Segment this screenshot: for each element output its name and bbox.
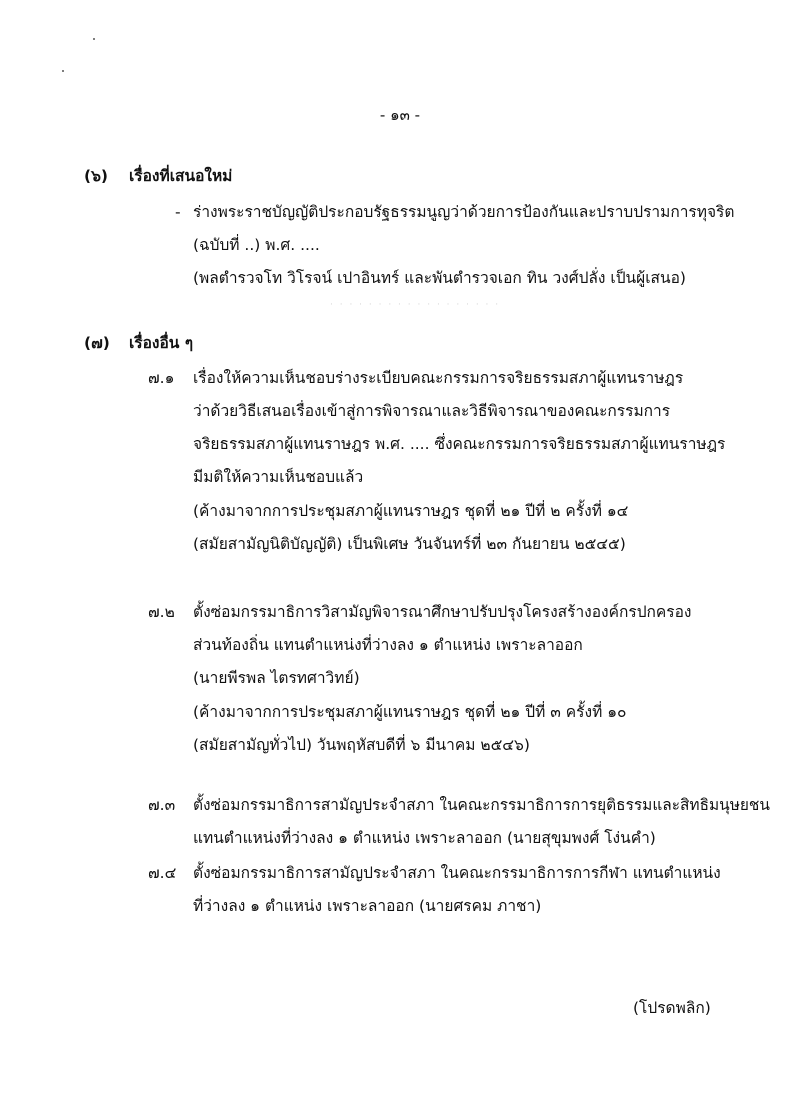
section6-bullet: - [175, 203, 181, 221]
item-number: ๗.๔ [148, 864, 177, 882]
item-number: ๗.๓ [148, 796, 176, 814]
item-line: มีมติให้ความเห็นชอบแล้ว [193, 468, 364, 486]
section6-item-line: ร่างพระราชบัญญัติประกอบรัฐธรรมนูญว่าด้วยการป้องกันและปราบปรามการทุจริต [193, 203, 735, 221]
item-number: ๗.๑ [148, 369, 175, 387]
item-number: ๗.๒ [148, 603, 175, 621]
section7-heading: เรื่องอื่น ๆ [129, 334, 194, 352]
item-line: ตั้งซ่อมกรรมาธิการวิสามัญพิจารณาศึกษาปรับปรุงโครงสร้างองค์กรปกครอง [193, 603, 692, 621]
scan-noise: · · · · · · · · · · · · · · · · · · [330, 300, 501, 310]
section6-heading: เรื่องที่เสนอใหม่ [129, 167, 233, 185]
please-turn-over-note: (โปรดพลิก) [633, 999, 711, 1017]
item-line: (ค้างมาจากการประชุมสภาผู้แทนราษฎร ชุดที่ ๒๑ ปีที่ ๓ ครั้งที่ ๑๐ [193, 703, 627, 721]
section6-number: (๖) [84, 167, 109, 185]
item-line: จริยธรรมสภาผู้แทนราษฎร พ.ศ. .... ซึ่งคณะกรรมการจริยธรรมสภาผู้แทนราษฎร [193, 435, 726, 453]
item-line: ที่ว่างลง ๑ ตำแหน่ง เพราะลาออก (นายศรคม ภาชา) [193, 897, 542, 915]
item-line: (สมัยสามัญทั่วไป) วันพฤหัสบดีที่ ๖ มีนาคม ๒๕๔๖) [193, 736, 530, 754]
section7-number: (๗) [84, 334, 110, 352]
item-line: แทนตำแหน่งที่ว่างลง ๑ ตำแหน่ง เพราะลาออก (นายสุขุมพงศ์ โง่นคำ) [193, 829, 656, 847]
item-line: ตั้งซ่อมกรรมาธิการสามัญประจำสภา ในคณะกรรมาธิการการยุติธรรมและสิทธิมนุษยชน [193, 796, 770, 814]
item-line: ตั้งซ่อมกรรมาธิการสามัญประจำสภา ในคณะกรรมาธิการการกีฬา แทนตำแหน่ง [193, 864, 721, 882]
item-line: ส่วนท้องถิ่น แทนตำแหน่งที่ว่างลง ๑ ตำแหน่ง เพราะลาออก [193, 636, 583, 654]
item-line: (นายพีรพล ไตรทศาวิทย์) [193, 669, 360, 687]
page-number: - ๑๓ - [379, 106, 421, 124]
item-line: (สมัยสามัญนิติบัญญัติ) เป็นพิเศษ วันจันทร์ที่ ๒๓ กันยายน ๒๕๔๕) [193, 535, 626, 553]
section6-item-line: (ฉบับที่ ..) พ.ศ. .... [193, 236, 320, 254]
section6-proposer: (พลตำรวจโท วิโรจน์ เปาอินทร์ และพันตำรวจเอก ทิน วงศ์ปลั่ง เป็นผู้เสนอ) [193, 269, 686, 287]
item-line: เรื่องให้ความเห็นชอบร่างระเบียบคณะกรรมการจริยธรรมสภาผู้แทนราษฎร [193, 369, 684, 387]
item-line: (ค้างมาจากการประชุมสภาผู้แทนราษฎร ชุดที่ ๒๑ ปีที่ ๒ ครั้งที่ ๑๔ [193, 502, 629, 520]
item-line: ว่าด้วยวิธีเสนอเรื่องเข้าสู่การพิจารณาและวิธีพิจารณาของคณะกรรมการ [193, 402, 671, 420]
